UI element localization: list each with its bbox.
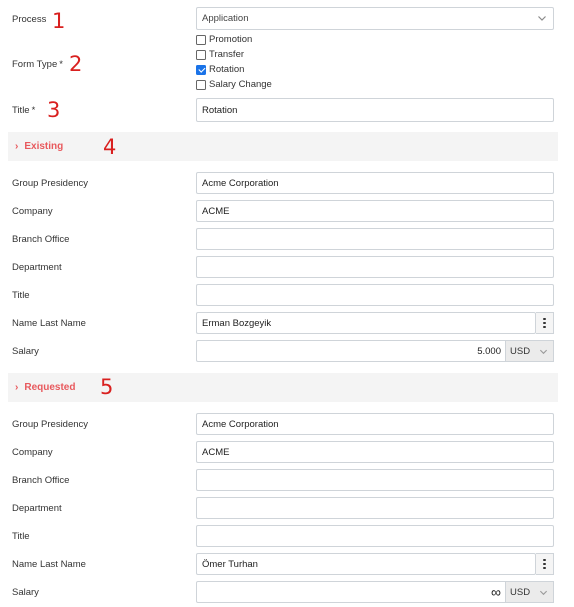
checkbox-rotation[interactable] xyxy=(196,64,244,75)
requested-department-input[interactable] xyxy=(196,497,554,519)
more-vertical-icon xyxy=(543,559,546,569)
section-existing-title: Existing xyxy=(24,141,64,152)
existing-company-input[interactable]: ACME xyxy=(196,200,554,222)
annotation-2: 2 xyxy=(69,52,83,76)
existing-group-presidency-label: Group Presidency xyxy=(12,178,89,189)
requested-currency-value: USD xyxy=(510,586,531,598)
annotation-3: 3 xyxy=(47,98,61,122)
existing-department-label: Department xyxy=(12,262,62,273)
requested-name-more-button[interactable] xyxy=(536,553,554,575)
annotation-5: 5 xyxy=(100,375,114,399)
requested-salary-label: Salary xyxy=(12,587,39,598)
checkbox-promotion[interactable] xyxy=(196,34,252,45)
section-requested-title: Requested xyxy=(24,382,76,393)
existing-salary-input[interactable]: 5.000 xyxy=(196,340,506,362)
section-requested-header[interactable] xyxy=(8,373,558,402)
process-label: Process xyxy=(12,14,47,25)
existing-name-last-name-input[interactable]: Erman Bozgeyik xyxy=(196,312,536,334)
requested-name-last-name-label: Name Last Name xyxy=(12,559,86,570)
section-existing-header[interactable] xyxy=(8,132,558,161)
requested-title-input[interactable] xyxy=(196,525,554,547)
existing-branch-office-input[interactable] xyxy=(196,228,554,250)
requested-name-last-name-input[interactable]: Ömer Turhan xyxy=(196,553,536,575)
rotation-checkbox[interactable] xyxy=(196,65,206,75)
existing-name-last-name-label: Name Last Name xyxy=(12,318,86,329)
process-select[interactable] xyxy=(196,7,554,30)
existing-group-presidency-input[interactable]: Acme Corporation xyxy=(196,172,554,194)
chevron-down-icon xyxy=(537,13,547,23)
requested-group-presidency-label: Group Presidency xyxy=(12,419,89,430)
rotation-checkbox-label: Rotation xyxy=(209,64,245,75)
existing-currency-value: USD xyxy=(510,345,531,357)
requested-currency-select[interactable] xyxy=(506,581,554,603)
transfer-checkbox[interactable] xyxy=(196,50,206,60)
salary-change-checkbox[interactable] xyxy=(196,80,206,90)
existing-company-label: Company xyxy=(12,206,53,217)
existing-name-more-button[interactable] xyxy=(536,312,554,334)
requested-branch-office-label: Branch Office xyxy=(12,475,70,486)
requested-group-presidency-input[interactable]: Acme Corporation xyxy=(196,413,554,435)
existing-department-input[interactable] xyxy=(196,256,554,278)
existing-currency-select[interactable] xyxy=(506,340,554,362)
checkbox-salary-change[interactable] xyxy=(196,79,272,90)
requested-company-input[interactable]: ACME xyxy=(196,441,554,463)
title-label: Title * xyxy=(12,105,36,116)
title-input[interactable]: Rotation xyxy=(196,98,554,122)
annotation-1: 1 xyxy=(52,9,66,33)
chevron-right-icon: › xyxy=(15,382,19,393)
requested-branch-office-input[interactable] xyxy=(196,469,554,491)
promotion-checkbox[interactable] xyxy=(196,35,206,45)
chevron-right-icon: › xyxy=(15,141,19,152)
chevron-down-icon xyxy=(539,588,548,597)
requested-department-label: Department xyxy=(12,503,62,514)
process-select-value: Application xyxy=(202,13,249,24)
more-vertical-icon xyxy=(543,318,546,328)
promotion-checkbox-label: Promotion xyxy=(209,34,253,45)
requested-salary-input[interactable]: ∞ xyxy=(196,581,506,603)
existing-title-input[interactable] xyxy=(196,284,554,306)
transfer-checkbox-label: Transfer xyxy=(209,49,245,60)
existing-branch-office-label: Branch Office xyxy=(12,234,70,245)
existing-salary-label: Salary xyxy=(12,346,39,357)
annotation-4: 4 xyxy=(103,135,117,159)
chevron-down-icon xyxy=(539,347,548,356)
salary-change-checkbox-label: Salary Change xyxy=(209,79,272,90)
existing-title-label: Title xyxy=(12,290,30,301)
checkbox-transfer[interactable] xyxy=(196,49,244,60)
requested-title-label: Title xyxy=(12,531,30,542)
form-type-label: Form Type * xyxy=(12,59,63,70)
requested-company-label: Company xyxy=(12,447,53,458)
